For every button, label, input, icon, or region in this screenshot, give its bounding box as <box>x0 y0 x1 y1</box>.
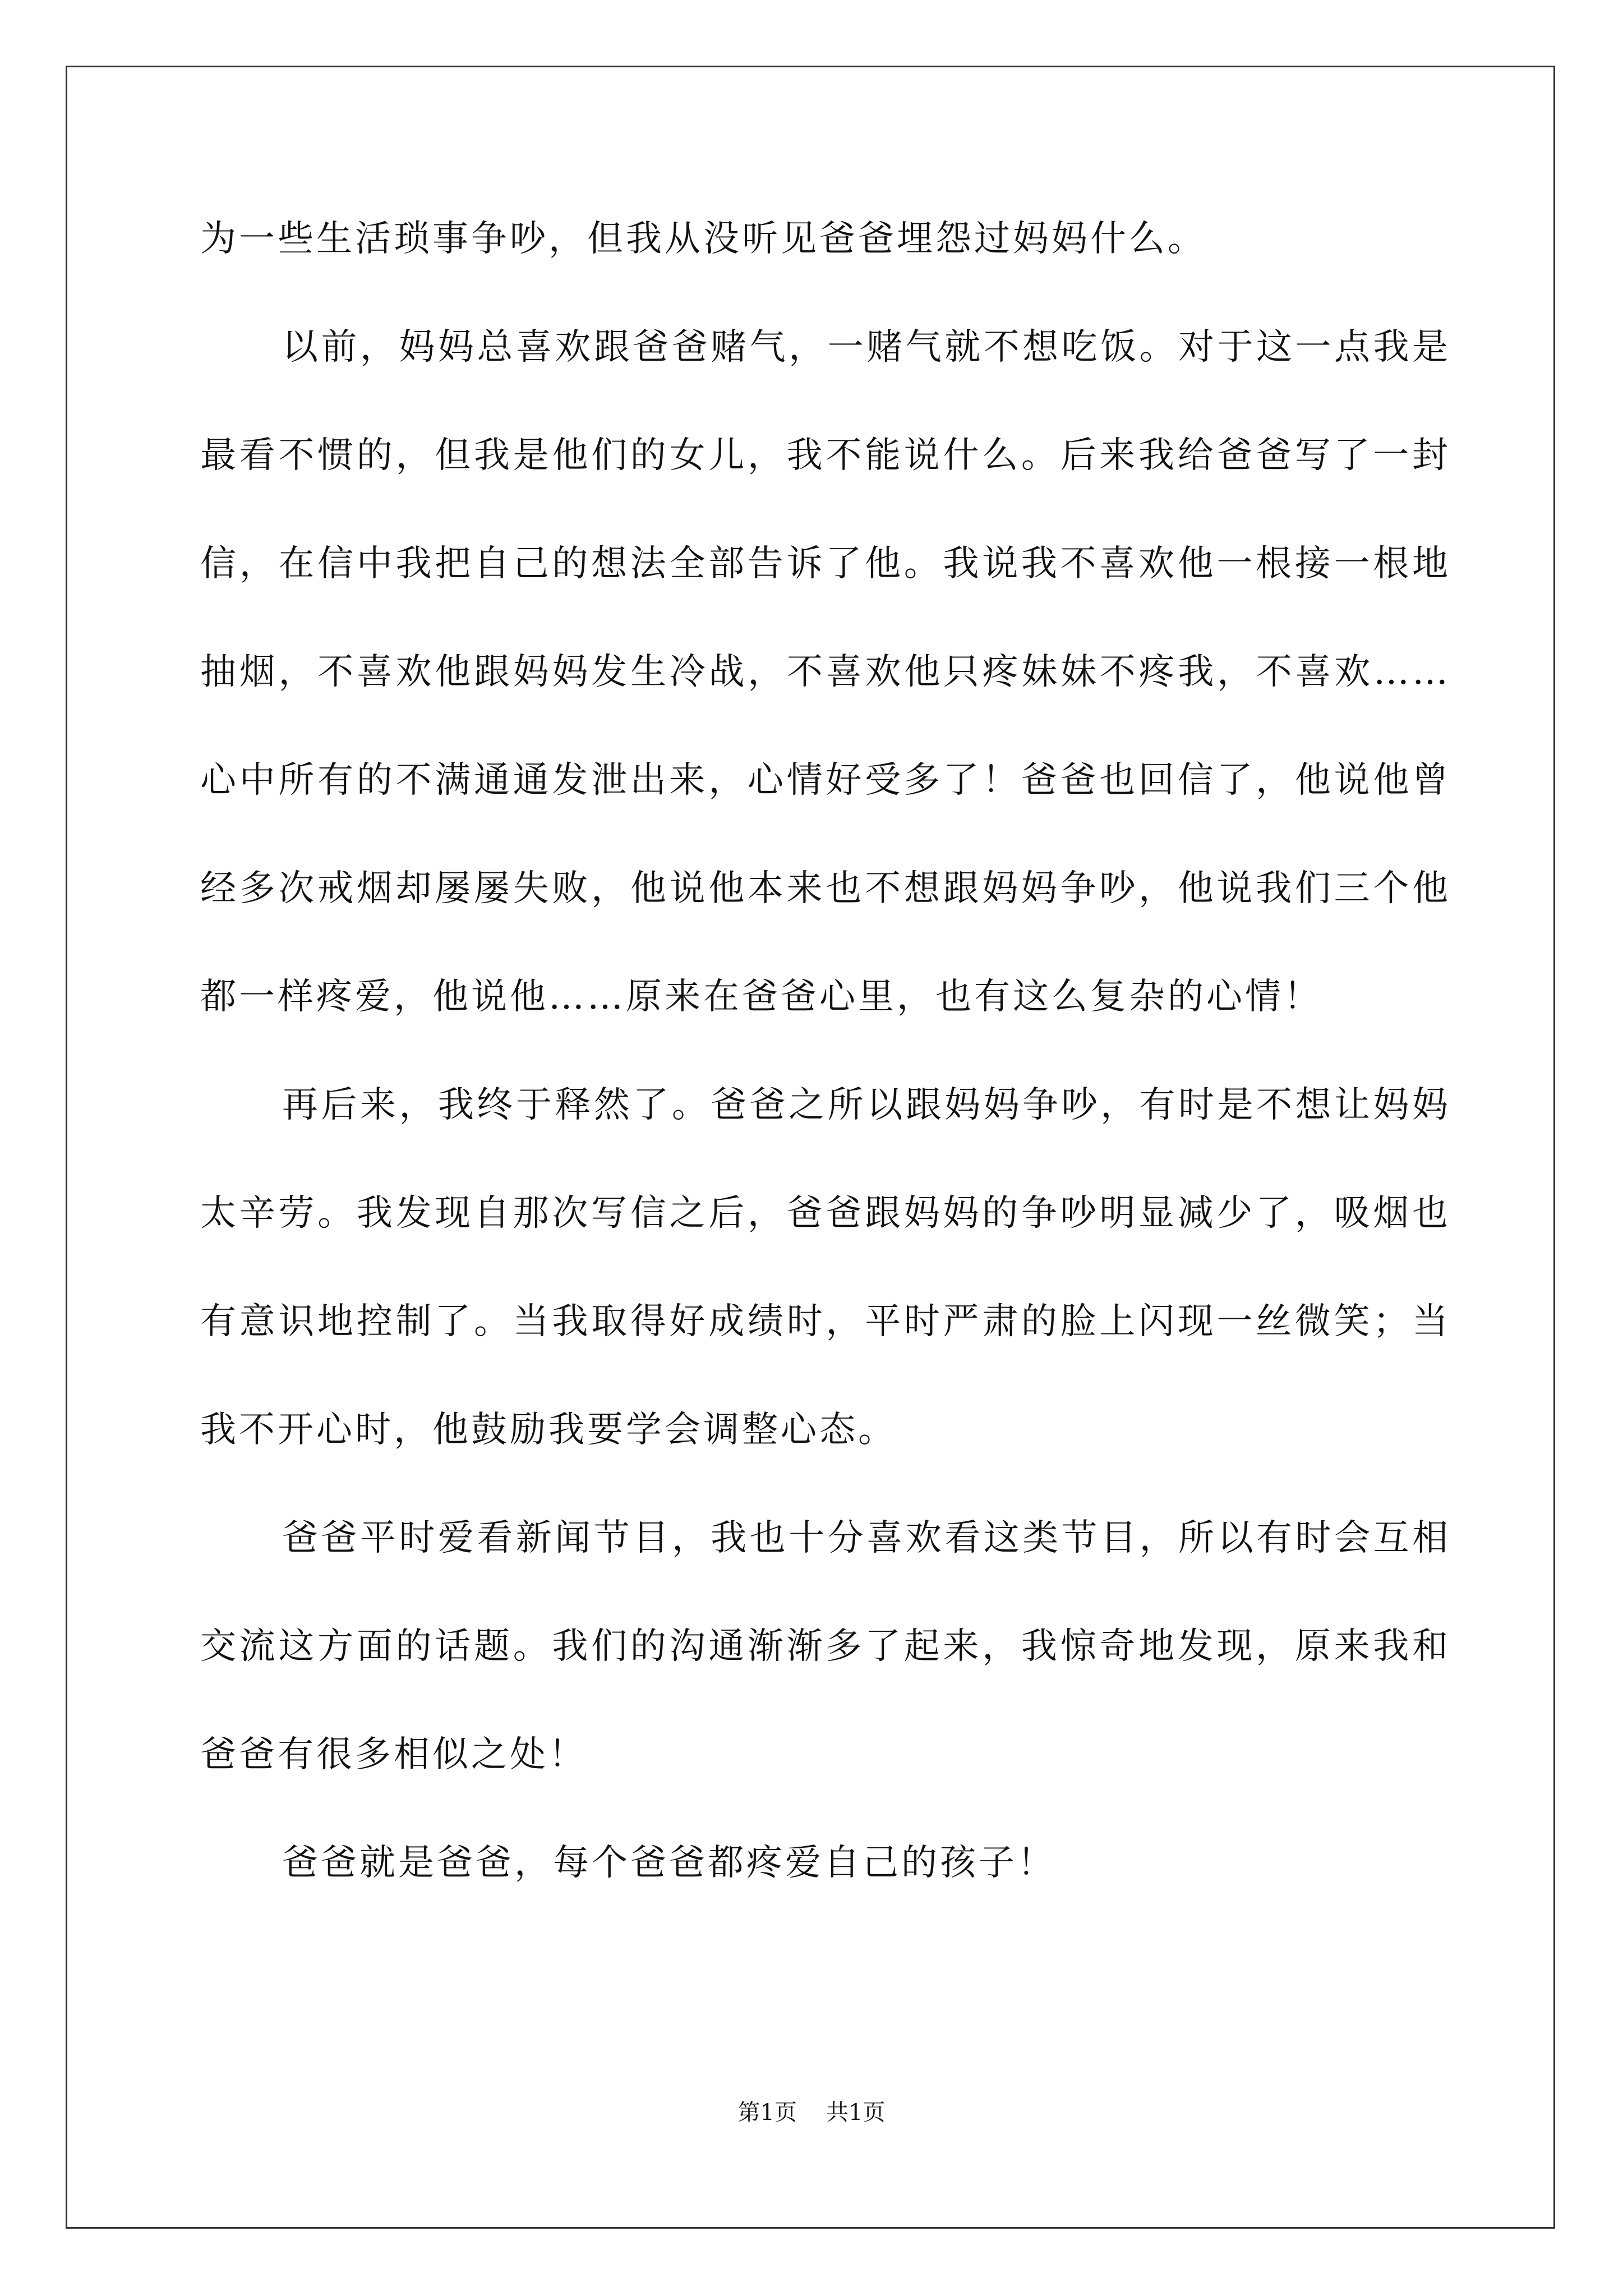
paragraph-3: 再后来，我终于释然了。爸爸之所以跟妈妈争吵，有时是不想让妈妈太辛劳。我发现自那次写信之后，爸爸跟妈妈的争吵明显减少了，吸烟也有意识地控制了。当我取得好成绩时，平时严肃的脸上闪现一丝微笑；当我不开心时，他鼓励我要学会调整心态。 <box>200 1084 1451 1451</box>
page-number-current: 第1页 <box>737 2100 797 2125</box>
document-body <box>200 185 1451 1917</box>
paragraph-5: 爸爸就是爸爸，每个爸爸都疼爱自己的孩子！ <box>282 1842 1056 1884</box>
paragraph-2: 以前，妈妈总喜欢跟爸爸赌气，一赌气就不想吃饭。对于这一点我是最看不惯的，但我是他们的女儿，我不能说什么。后来我给爸爸写了一封信，在信中我把自己的想法全部告诉了他。我说我不喜欢他一根接一根地抽烟，不喜欢他跟妈妈发生冷战，不喜欢他只疼妹妹不疼我，不喜欢……心中所有的不满通通发泄出来，心情好受多了！爸爸也回信了，他说他曾经多次戒烟却屡屡失败，他说他本来也不想跟妈妈争吵，他说我们三个他都一样疼爱，他说他……原来在爸爸心里，也有这么复杂的心情！ <box>200 326 1451 1018</box>
paragraph-4: 爸爸平时爱看新闻节目，我也十分喜欢看这类节目，所以有时会互相交流这方面的话题。我们的沟通渐渐多了起来，我惊奇地发现，原来我和爸爸有很多相似之处！ <box>200 1517 1451 1775</box>
page-footer <box>0 2096 1623 2129</box>
page-number-total: 共1页 <box>826 2100 886 2125</box>
paragraph-1: 为一些生活琐事争吵，但我从没听见爸爸埋怨过妈妈什么。 <box>200 218 1206 260</box>
